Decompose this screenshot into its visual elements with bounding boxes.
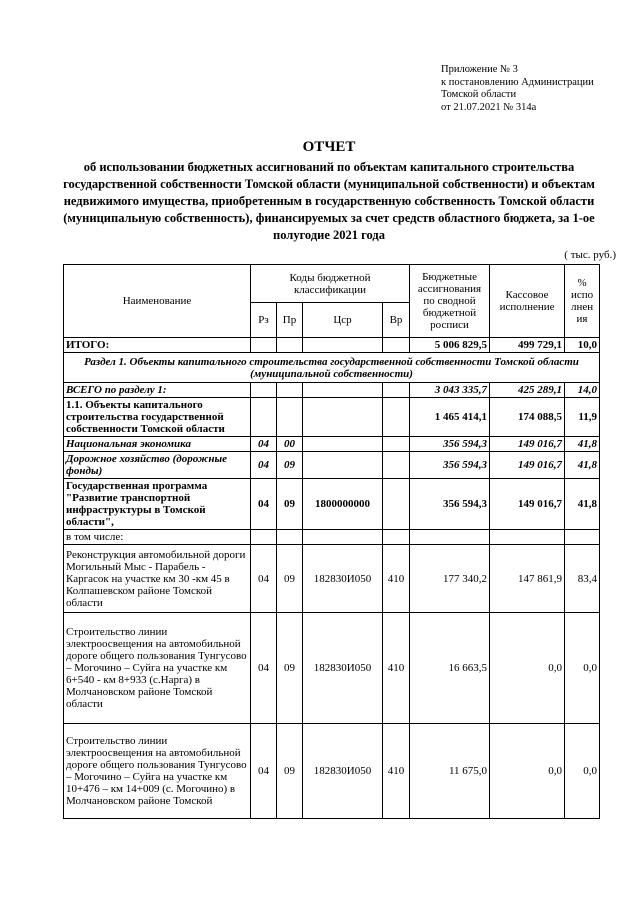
cell-name: в том числе:: [64, 530, 251, 545]
cell-name: Строительство линии электроосвещения на автомобильной дороге общего пользования Тунгусово – Могочино – Суйга на участке км 6+540 - км 8+933 (с.Нарга) в Молчановском районе Томской области: [64, 613, 251, 724]
cell-pr: 09: [277, 613, 303, 724]
table-row: [64, 383, 600, 398]
cell-csr: 182830И050: [303, 545, 383, 613]
cell-rz: 04: [251, 724, 277, 819]
appendix-note: [441, 64, 594, 114]
cell-pct: [565, 530, 600, 545]
header-pr: Пр: [277, 303, 303, 338]
cell-pr: [277, 530, 303, 545]
cell-assign: 356 594,3: [410, 452, 490, 479]
cell-pr: 09: [277, 545, 303, 613]
cell-pr: 09: [277, 479, 303, 530]
table-row: [64, 613, 600, 724]
cell-vr: [383, 398, 410, 437]
cell-assign: 356 594,3: [410, 437, 490, 452]
cell-vr: 410: [383, 724, 410, 819]
cell-name: Государственная программа "Развитие транспортной инфраструктуры в Томской области",: [64, 479, 251, 530]
cell-cash: [490, 530, 565, 545]
cell-pr: [277, 383, 303, 398]
cell-vr: 410: [383, 545, 410, 613]
table-row: [64, 530, 600, 545]
cell-assign: 16 663,5: [410, 613, 490, 724]
cell-csr: [303, 383, 383, 398]
cell-rz: [251, 398, 277, 437]
report-title: [40, 138, 618, 244]
units-label: ( тыс. руб.): [564, 249, 616, 261]
cell-csr: 182830И050: [303, 724, 383, 819]
appendix-line: от 21.07.2021 № 314а: [441, 101, 537, 113]
cell-vr: [383, 530, 410, 545]
header-name: Наименование: [64, 265, 251, 338]
cell-vr: [383, 437, 410, 452]
cell-vr: [383, 338, 410, 353]
cell-csr: [303, 530, 383, 545]
cell-vr: [383, 383, 410, 398]
cell-rz: [251, 338, 277, 353]
cell-name: Строительство линии электроосвещения на автомобильной дороге общего пользования Тунгусово – Могочино – Суйга на участке км 10+476 – км 14+009 (с. Могочино) в Молчановском районе Томской: [64, 724, 251, 819]
cell-rz: 04: [251, 479, 277, 530]
cell-pr: [277, 338, 303, 353]
cell-name: Реконструкция автомобильной дороги Могильный Мыс - Парабель - Каргасок на участке км 30 -км 45 в Колпашевском районе Томской области: [64, 545, 251, 613]
cell-assign: 1 465 414,1: [410, 398, 490, 437]
cell-assign: [410, 530, 490, 545]
cell-pr: 09: [277, 452, 303, 479]
cell-cash: 0,0: [490, 613, 565, 724]
cell-cash: 147 861,9: [490, 545, 565, 613]
cell-name: 1.1. Объекты капитального строительства государственной собственности Томской области: [64, 398, 251, 437]
header-codes: Коды бюджетной классификации: [251, 265, 410, 303]
cell-rz: 04: [251, 613, 277, 724]
section-heading: Раздел 1. Объекты капитального строительства государственной собственности Томской области (муниципальной собственности): [64, 353, 600, 383]
cell-cash: 149 016,7: [490, 437, 565, 452]
cell-cash: 499 729,1: [490, 338, 565, 353]
cell-vr: [383, 452, 410, 479]
cell-name: Дорожное хозяйство (дорожные фонды): [64, 452, 251, 479]
table-row: [64, 353, 600, 383]
header-pct: % испо лнен ия: [565, 265, 600, 338]
cell-name: ВСЕГО по разделу 1:: [64, 383, 251, 398]
cell-cash: 174 088,5: [490, 398, 565, 437]
cell-pct: 41,8: [565, 437, 600, 452]
cell-vr: 410: [383, 613, 410, 724]
cell-csr: 182830И050: [303, 613, 383, 724]
cell-csr: [303, 398, 383, 437]
title-subtitle: об использовании бюджетных ассигнований по объектам капитального строительства государственной собственности Томской области (муниципальной собственности) и объектам недвижимого имущества, приобретенным в государственную собственность Томской области (муниципальную собственность), финансируемых за счет средств областного бюджета, за 1-ое полугодие 2021 года: [63, 160, 595, 242]
cell-assign: 11 675,0: [410, 724, 490, 819]
cell-pct: 0,0: [565, 724, 600, 819]
table-row: [64, 545, 600, 613]
cell-rz: 04: [251, 452, 277, 479]
table-row: [64, 338, 600, 353]
appendix-line: Приложение № 3: [441, 64, 518, 75]
header-row: [64, 265, 600, 303]
cell-pr: [277, 398, 303, 437]
cell-csr: [303, 452, 383, 479]
cell-name: ИТОГО:: [64, 338, 251, 353]
cell-rz: [251, 383, 277, 398]
cell-pct: 11,9: [565, 398, 600, 437]
header-cash: Кассовое исполнение: [490, 265, 565, 338]
cell-pct: 0,0: [565, 613, 600, 724]
header-assign: Бюджетные ассигнования по сводной бюджетной росписи: [410, 265, 490, 338]
cell-name: Национальная экономика: [64, 437, 251, 452]
cell-rz: 04: [251, 437, 277, 452]
cell-assign: 3 043 335,7: [410, 383, 490, 398]
cell-assign: 356 594,3: [410, 479, 490, 530]
table-row: [64, 398, 600, 437]
cell-cash: 425 289,1: [490, 383, 565, 398]
header-vr: Вр: [383, 303, 410, 338]
cell-rz: 04: [251, 545, 277, 613]
cell-csr: 1800000000: [303, 479, 383, 530]
table-row: [64, 724, 600, 819]
cell-pct: 10,0: [565, 338, 600, 353]
appendix-line: Томской области: [441, 89, 517, 100]
cell-assign: 177 340,2: [410, 545, 490, 613]
cell-pct: 41,8: [565, 452, 600, 479]
header-csr: Цср: [303, 303, 383, 338]
cell-csr: [303, 437, 383, 452]
appendix-line: к постановлению Администрации: [441, 76, 594, 88]
table-row: [64, 437, 600, 452]
cell-cash: 149 016,7: [490, 452, 565, 479]
cell-cash: 149 016,7: [490, 479, 565, 530]
cell-pct: 41,8: [565, 479, 600, 530]
table-row: [64, 479, 600, 530]
cell-csr: [303, 338, 383, 353]
cell-assign: 5 006 829,5: [410, 338, 490, 353]
cell-rz: [251, 530, 277, 545]
title-main: ОТЧЕТ: [302, 139, 356, 155]
cell-cash: 0,0: [490, 724, 565, 819]
cell-pr: 09: [277, 724, 303, 819]
cell-vr: [383, 479, 410, 530]
cell-pr: 00: [277, 437, 303, 452]
table-row: [64, 452, 600, 479]
header-rz: Рз: [251, 303, 277, 338]
cell-pct: 14,0: [565, 383, 600, 398]
report-table: [63, 264, 600, 819]
cell-pct: 83,4: [565, 545, 600, 613]
